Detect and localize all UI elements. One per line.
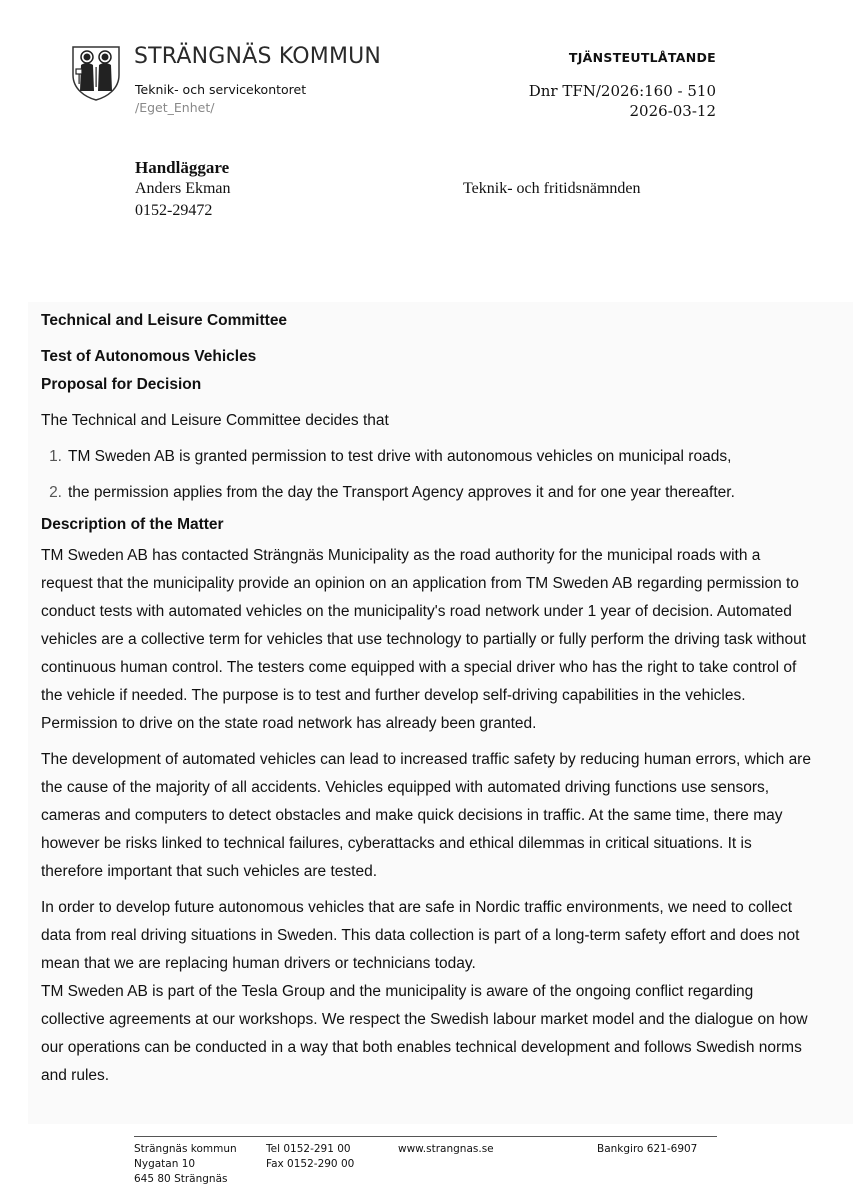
footer-address-line: Nygatan 10 bbox=[134, 1158, 196, 1170]
footer-tel: Tel 0152-291 00 bbox=[266, 1143, 351, 1155]
organization-name: STRÄNGNÄS KOMMUN bbox=[134, 44, 382, 69]
description-paragraph: In order to develop future autonomous vehicles that are safe in Nordic traffic environments, we need to collect data from real driving situations in Sweden. This data collection is part of a long-term safety effort and does not mean that we are replacing human drivers or technicians today. bbox=[41, 899, 800, 972]
diary-number: Dnr TFN/2026:160 - 510 bbox=[528, 82, 716, 100]
coat-of-arms-icon bbox=[71, 45, 121, 101]
footer-fax: Fax 0152-290 00 bbox=[266, 1158, 355, 1170]
decision-list bbox=[41, 446, 816, 504]
decision-text: the permission applies from the day the Transport Agency approves it and for one year thereafter. bbox=[68, 484, 735, 501]
description-paragraph: The development of automated vehicles can lead to increased traffic safety by reducing human errors, which are the cause of the majority of all accidents. Vehicles equipped with automated driving functions use sensors, cameras and computers to detect obstacles and make quick decisions in traffic. At the same time, there may however be risks linked to technical failures, cyberattacks and ethical dilemmas in critical situations. It is therefore important that such vehicles are tested. bbox=[41, 751, 811, 880]
proposal-heading: Proposal for Decision bbox=[41, 376, 202, 393]
unit-name: /Eget_Enhet/ bbox=[135, 100, 215, 115]
decision-number: 1. bbox=[49, 448, 62, 465]
document-type: TJÄNSTEUTLÅTANDE bbox=[568, 50, 716, 65]
footer-phone bbox=[266, 1142, 354, 1172]
matter-title: Test of Autonomous Vehicles bbox=[41, 348, 257, 365]
decision-item bbox=[41, 482, 816, 504]
footer-divider bbox=[134, 1136, 717, 1137]
department-name: Teknik- och servicekontoret bbox=[135, 82, 307, 97]
footer-website[interactable]: www.strangnas.se bbox=[398, 1143, 494, 1155]
decision-number: 2. bbox=[49, 484, 62, 501]
decision-text: TM Sweden AB is granted permission to test drive with autonomous vehicles on municipal roads, bbox=[68, 448, 732, 465]
handler-phone: 0152-29472 bbox=[135, 202, 213, 219]
recipient: Teknik- och fritidsnämnden bbox=[463, 180, 641, 197]
description-heading: Description of the Matter bbox=[41, 516, 224, 533]
description-paragraph: TM Sweden AB has contacted Strängnäs Municipality as the road authority for the municipal roads with a request that the municipality provide an opinion on an application from TM Sweden AB regarding permission to conduct tests with automated vehicles on the municipality's road network under 1 year of decision. Automated vehicles are a collective term for vehicles that use technology to partially or fully perform the driving task without continuous human control. The testers come equipped with a special driver who has the right to take control of the vehicle if needed. The purpose is to test and further develop self-driving capabilities in the vehicles. Permission to drive on the state road network has already been granted. bbox=[41, 547, 807, 732]
footer-address bbox=[134, 1142, 237, 1187]
footer-address-line: 645 80 Strängnäs bbox=[134, 1173, 228, 1185]
decision-intro: The Technical and Leisure Committee decides that bbox=[41, 412, 389, 429]
description-paragraph: TM Sweden AB is part of the Tesla Group and the municipality is aware of the ongoing conflict regarding collective agreements at our workshops. We respect the Swedish labour market model and the dialogue on how our operations can be conducted in a way that both enables technical development and follows Swedish norms and rules. bbox=[41, 983, 808, 1084]
handler-name: Anders Ekman bbox=[135, 180, 231, 197]
footer-address-line: Strängnäs kommun bbox=[134, 1143, 237, 1155]
footer-bankgiro: Bankgiro 621-6907 bbox=[597, 1143, 698, 1155]
committee-heading: Technical and Leisure Committee bbox=[41, 312, 288, 329]
decision-item bbox=[41, 446, 816, 468]
document-date: 2026-03-12 bbox=[629, 102, 716, 120]
handler-label: Handläggare bbox=[135, 158, 230, 177]
document-body bbox=[41, 310, 816, 1090]
